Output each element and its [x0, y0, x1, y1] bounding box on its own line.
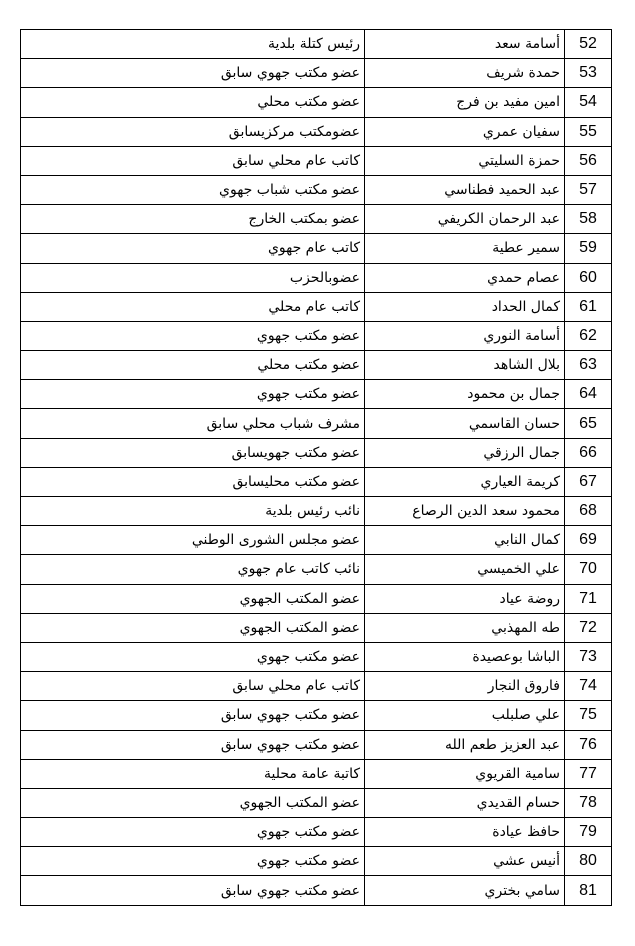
row-number-cell: 64 [565, 380, 612, 409]
member-role-cell: عضو المكتب الجهوي [21, 613, 365, 642]
member-name-cell: سامية القريوي [365, 759, 565, 788]
member-name-cell: سفيان عمري [365, 117, 565, 146]
member-name-cell: روضة عياد [365, 584, 565, 613]
member-role-cell: عضو مكتب شباب جهوي [21, 175, 365, 204]
members-table [20, 29, 612, 906]
member-role-cell: عضو مكتب محلي [21, 88, 365, 117]
row-number-cell: 69 [565, 526, 612, 555]
member-name-cell: علي صلبلب [365, 701, 565, 730]
member-name-cell: عبد الرحمان الكريفي [365, 205, 565, 234]
member-name-cell: علي الخميسي [365, 555, 565, 584]
member-name-cell: حمزة السليتي [365, 146, 565, 175]
row-number-cell: 75 [565, 701, 612, 730]
member-name-cell: عبد الحميد فطناسي [365, 175, 565, 204]
member-role-cell: عضو المكتب الجهوي [21, 788, 365, 817]
table-row [21, 847, 612, 876]
row-number-cell: 80 [565, 847, 612, 876]
member-name-cell: أسامة النوري [365, 321, 565, 350]
member-role-cell: عضو بمكتب الخارج [21, 205, 365, 234]
member-name-cell: كريمة العياري [365, 467, 565, 496]
row-number-cell: 65 [565, 409, 612, 438]
member-role-cell: عضو مكتب جهوي سابق [21, 876, 365, 905]
member-role-cell: نائب رئيس بلدية [21, 497, 365, 526]
member-name-cell: حافظ عيادة [365, 818, 565, 847]
table-row [21, 351, 612, 380]
member-role-cell: كاتب عام محلي سابق [21, 672, 365, 701]
row-number-cell: 72 [565, 613, 612, 642]
table-row [21, 146, 612, 175]
row-number-cell: 56 [565, 146, 612, 175]
table-row [21, 613, 612, 642]
table-row [21, 59, 612, 88]
member-name-cell: كمال الحداد [365, 292, 565, 321]
row-number-cell: 77 [565, 759, 612, 788]
row-number-cell: 71 [565, 584, 612, 613]
member-role-cell: عضو مكتب جهويسابق [21, 438, 365, 467]
member-role-cell: كاتب عام محلي [21, 292, 365, 321]
table-row [21, 30, 612, 59]
row-number-cell: 78 [565, 788, 612, 817]
row-number-cell: 70 [565, 555, 612, 584]
row-number-cell: 68 [565, 497, 612, 526]
member-role-cell: عضو مكتب جهوي [21, 321, 365, 350]
row-number-cell: 61 [565, 292, 612, 321]
row-number-cell: 81 [565, 876, 612, 905]
table-row [21, 876, 612, 905]
table-row [21, 788, 612, 817]
table-row [21, 380, 612, 409]
row-number-cell: 59 [565, 234, 612, 263]
member-role-cell: عضومكتب مركزيسابق [21, 117, 365, 146]
table-row [21, 555, 612, 584]
table-row [21, 642, 612, 671]
row-number-cell: 66 [565, 438, 612, 467]
member-name-cell: فاروق النجار [365, 672, 565, 701]
member-name-cell: سمير عطية [365, 234, 565, 263]
member-role-cell: عضو مكتب جهوي سابق [21, 59, 365, 88]
member-name-cell: حسان القاسمي [365, 409, 565, 438]
member-role-cell: كاتبة عامة محلية [21, 759, 365, 788]
table-row [21, 321, 612, 350]
table-row [21, 117, 612, 146]
row-number-cell: 79 [565, 818, 612, 847]
table-row [21, 730, 612, 759]
table-row [21, 526, 612, 555]
member-role-cell: عضو مكتب جهوي [21, 818, 365, 847]
table-row [21, 409, 612, 438]
member-name-cell: الباشا بوعصيدة [365, 642, 565, 671]
row-number-cell: 73 [565, 642, 612, 671]
table-row [21, 497, 612, 526]
row-number-cell: 63 [565, 351, 612, 380]
row-number-cell: 54 [565, 88, 612, 117]
row-number-cell: 58 [565, 205, 612, 234]
member-role-cell: عضو مكتب محليسابق [21, 467, 365, 496]
row-number-cell: 53 [565, 59, 612, 88]
table-row [21, 263, 612, 292]
member-role-cell: عضوبالحزب [21, 263, 365, 292]
member-role-cell: عضو مكتب جهوي [21, 847, 365, 876]
member-role-cell: نائب كاتب عام جهوي [21, 555, 365, 584]
table-row [21, 234, 612, 263]
table-row [21, 205, 612, 234]
table-row [21, 701, 612, 730]
member-role-cell: عضو مكتب جهوي [21, 380, 365, 409]
member-role-cell: عضو مجلس الشورى الوطني [21, 526, 365, 555]
table-row [21, 467, 612, 496]
member-name-cell: محمود سعد الدين الرصاع [365, 497, 565, 526]
member-role-cell: مشرف شباب محلي سابق [21, 409, 365, 438]
member-role-cell: كاتب عام محلي سابق [21, 146, 365, 175]
member-name-cell: جمال بن محمود [365, 380, 565, 409]
row-number-cell: 60 [565, 263, 612, 292]
member-name-cell: عصام حمدي [365, 263, 565, 292]
member-name-cell: كمال النابي [365, 526, 565, 555]
row-number-cell: 52 [565, 30, 612, 59]
member-name-cell: جمال الرزقي [365, 438, 565, 467]
member-name-cell: عبد العزيز طعم الله [365, 730, 565, 759]
member-name-cell: طه المهذبي [365, 613, 565, 642]
member-name-cell: سامي بختري [365, 876, 565, 905]
table-row [21, 292, 612, 321]
members-table-body [21, 30, 612, 906]
row-number-cell: 76 [565, 730, 612, 759]
table-row [21, 584, 612, 613]
member-role-cell: عضو مكتب جهوي سابق [21, 730, 365, 759]
row-number-cell: 55 [565, 117, 612, 146]
member-role-cell: رئيس كتلة بلدية [21, 30, 365, 59]
member-role-cell: عضو مكتب جهوي سابق [21, 701, 365, 730]
member-role-cell: عضو مكتب محلي [21, 351, 365, 380]
table-row [21, 759, 612, 788]
table-row [21, 438, 612, 467]
table-row [21, 672, 612, 701]
member-name-cell: أسامة سعد [365, 30, 565, 59]
member-name-cell: حسام القديدي [365, 788, 565, 817]
member-role-cell: كاتب عام جهوي [21, 234, 365, 263]
member-name-cell: أنيس عشي [365, 847, 565, 876]
table-row [21, 175, 612, 204]
table-row [21, 818, 612, 847]
row-number-cell: 62 [565, 321, 612, 350]
member-role-cell: عضو مكتب جهوي [21, 642, 365, 671]
member-name-cell: حمدة شريف [365, 59, 565, 88]
member-name-cell: بلال الشاهد [365, 351, 565, 380]
member-role-cell: عضو المكتب الجهوي [21, 584, 365, 613]
member-name-cell: امين مفيد بن فرج [365, 88, 565, 117]
table-row [21, 88, 612, 117]
row-number-cell: 57 [565, 175, 612, 204]
row-number-cell: 67 [565, 467, 612, 496]
row-number-cell: 74 [565, 672, 612, 701]
